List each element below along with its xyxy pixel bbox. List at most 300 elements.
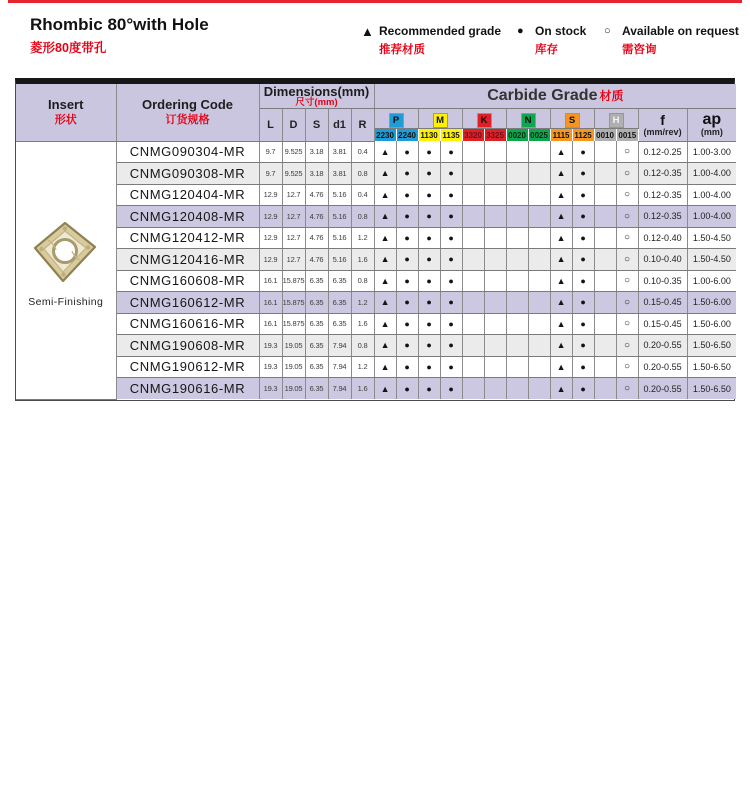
dim-cell: 19.3 bbox=[259, 378, 282, 400]
grade-mark-cell bbox=[528, 206, 550, 228]
dim-col-header: R bbox=[351, 109, 374, 142]
grade-mark-cell: ● bbox=[418, 335, 440, 357]
grade-mark-cell: ● bbox=[440, 141, 462, 163]
insert-spec-table bbox=[16, 84, 736, 400]
grade-mark-cell: ● bbox=[440, 378, 462, 400]
dim-cell: 5.16 bbox=[328, 206, 351, 228]
grade-mark-cell bbox=[594, 292, 616, 314]
f-header bbox=[638, 109, 687, 142]
ap-symbol: ap bbox=[702, 111, 722, 129]
f-unit: (mm/rev) bbox=[643, 126, 682, 137]
grade-mark-cell bbox=[462, 292, 484, 314]
f-cell: 0.20-0.55 bbox=[638, 378, 687, 400]
grade-mark-cell bbox=[484, 206, 506, 228]
dim-cell: 6.35 bbox=[328, 292, 351, 314]
dim-cell: 4.76 bbox=[305, 206, 328, 228]
grade-mark-cell bbox=[506, 184, 528, 206]
grade-mark-cell bbox=[462, 356, 484, 378]
grade-mark-cell bbox=[594, 356, 616, 378]
dim-cell: 19.3 bbox=[259, 356, 282, 378]
ap-cell: 1.50-6.50 bbox=[687, 356, 736, 378]
dim-cell: 0.8 bbox=[351, 335, 374, 357]
dim-cell: 5.16 bbox=[328, 249, 351, 271]
grade-mark-cell: ● bbox=[440, 227, 462, 249]
grade-letter-badge: M bbox=[434, 114, 447, 127]
f-cell: 0.15-0.45 bbox=[638, 292, 687, 314]
dim-cell: 16.1 bbox=[259, 270, 282, 292]
grade-mark-cell bbox=[462, 163, 484, 185]
legend-label: On stock bbox=[535, 24, 587, 38]
grade-mark-cell bbox=[594, 163, 616, 185]
dim-cell: 15.875 bbox=[282, 313, 305, 335]
dim-cell: 6.35 bbox=[305, 378, 328, 400]
ap-cell: 1.00-3.00 bbox=[687, 141, 736, 163]
dim-cell: 19.05 bbox=[282, 335, 305, 357]
grade-mark-cell bbox=[528, 378, 550, 400]
dim-cell: 6.35 bbox=[328, 313, 351, 335]
grade-mark-cell: ▲ bbox=[550, 292, 572, 314]
dim-cell: 12.9 bbox=[259, 206, 282, 228]
dim-cell: 1.6 bbox=[351, 249, 374, 271]
grade-mark-cell bbox=[594, 249, 616, 271]
grade-letter-header bbox=[594, 109, 638, 129]
grade-letter-badge: N bbox=[522, 114, 535, 127]
grade-letter-badge: H bbox=[610, 114, 623, 127]
grade-mark-cell bbox=[506, 206, 528, 228]
grade-mark-cell: ● bbox=[418, 270, 440, 292]
grade-mark-cell: ● bbox=[440, 335, 462, 357]
dimensions-header: Dimensions(mm) 尺寸(mm) bbox=[259, 84, 374, 109]
dim-cell: 3.18 bbox=[305, 141, 328, 163]
ordering-code-cell: CNMG120416-MR bbox=[116, 249, 259, 271]
grade-mark-cell bbox=[484, 227, 506, 249]
dim-cell: 4.76 bbox=[305, 249, 328, 271]
ordering-code-cell: CNMG160616-MR bbox=[116, 313, 259, 335]
grade-mark-cell: ▲ bbox=[374, 378, 396, 400]
ordering-code-cell: CNMG120412-MR bbox=[116, 227, 259, 249]
grade-mark-cell bbox=[506, 313, 528, 335]
grade-mark-cell: ● bbox=[572, 184, 594, 206]
f-cell: 0.15-0.45 bbox=[638, 313, 687, 335]
ordering-code-cell: CNMG090308-MR bbox=[116, 163, 259, 185]
grade-mark-cell: ○ bbox=[616, 184, 638, 206]
dim-cell: 12.9 bbox=[259, 184, 282, 206]
grade-mark-cell: ● bbox=[418, 249, 440, 271]
red-top-rule bbox=[8, 0, 742, 3]
grade-mark-cell: ● bbox=[572, 227, 594, 249]
grade-mark-cell bbox=[528, 270, 550, 292]
grade-mark-cell: ● bbox=[396, 313, 418, 335]
grade-mark-cell bbox=[484, 356, 506, 378]
dim-cell: 1.2 bbox=[351, 356, 374, 378]
table-row bbox=[16, 378, 736, 400]
grade-mark-cell bbox=[462, 184, 484, 206]
grade-mark-cell bbox=[594, 335, 616, 357]
legend-label-cn: 库存 bbox=[535, 44, 558, 56]
grade-mark-cell: ● bbox=[396, 249, 418, 271]
insert-type-label: Semi-Finishing bbox=[28, 296, 104, 308]
dim-cell: 12.9 bbox=[259, 227, 282, 249]
grade-code-cell: 2240 bbox=[396, 129, 418, 142]
f-cell: 0.12-0.40 bbox=[638, 227, 687, 249]
grade-mark-cell: ○ bbox=[616, 356, 638, 378]
table-row bbox=[16, 356, 736, 378]
grade-mark-cell bbox=[528, 227, 550, 249]
legend-item-on-stock bbox=[517, 24, 586, 57]
table-row bbox=[16, 335, 736, 357]
table-row bbox=[16, 227, 736, 249]
grade-mark-cell bbox=[484, 270, 506, 292]
dim-cell: 4.76 bbox=[305, 227, 328, 249]
dim-cell: 19.3 bbox=[259, 335, 282, 357]
grade-mark-cell bbox=[506, 141, 528, 163]
grade-mark-cell: ▲ bbox=[550, 206, 572, 228]
grade-mark-cell: ● bbox=[440, 270, 462, 292]
ap-cell: 1.50-6.00 bbox=[687, 313, 736, 335]
f-cell: 0.20-0.55 bbox=[638, 356, 687, 378]
grade-letter-header bbox=[506, 109, 550, 129]
open-circle-icon: ○ bbox=[604, 25, 611, 37]
grade-mark-cell: ▲ bbox=[374, 270, 396, 292]
grade-mark-cell: ▲ bbox=[374, 313, 396, 335]
grade-mark-cell bbox=[462, 313, 484, 335]
grade-mark-cell: ▲ bbox=[374, 184, 396, 206]
grade-mark-cell bbox=[594, 141, 616, 163]
dim-cell: 16.1 bbox=[259, 292, 282, 314]
grade-mark-cell bbox=[528, 292, 550, 314]
dim-cell: 0.8 bbox=[351, 206, 374, 228]
grade-mark-cell: ▲ bbox=[550, 249, 572, 271]
grade-mark-cell bbox=[506, 270, 528, 292]
dim-cell: 6.35 bbox=[305, 313, 328, 335]
grade-letter-badge: S bbox=[566, 114, 579, 127]
grade-mark-cell bbox=[528, 356, 550, 378]
f-cell: 0.20-0.55 bbox=[638, 335, 687, 357]
grade-mark-cell bbox=[528, 163, 550, 185]
dim-cell: 0.8 bbox=[351, 163, 374, 185]
ordering-code-cell: CNMG190616-MR bbox=[116, 378, 259, 400]
grade-mark-cell: ● bbox=[572, 141, 594, 163]
dim-cell: 5.16 bbox=[328, 227, 351, 249]
ordering-code-cell: CNMG090304-MR bbox=[116, 141, 259, 163]
dim-cell: 12.7 bbox=[282, 206, 305, 228]
dim-cell: 6.35 bbox=[305, 356, 328, 378]
grade-mark-cell bbox=[594, 378, 616, 400]
legend-item-on-request bbox=[604, 24, 739, 57]
grade-mark-cell: ● bbox=[418, 292, 440, 314]
dim-col-header: D bbox=[282, 109, 305, 142]
grade-code-cell: 1125 bbox=[572, 129, 594, 142]
grade-mark-cell: ● bbox=[418, 184, 440, 206]
grade-mark-cell bbox=[506, 227, 528, 249]
grade-mark-cell bbox=[594, 270, 616, 292]
grade-mark-cell: ● bbox=[396, 292, 418, 314]
grade-mark-cell bbox=[506, 163, 528, 185]
grade-mark-cell bbox=[462, 249, 484, 271]
insert-header: Insert 形状 bbox=[16, 84, 116, 141]
dim-cell: 6.35 bbox=[305, 292, 328, 314]
dim-cell: 15.875 bbox=[282, 270, 305, 292]
grade-mark-cell: ○ bbox=[616, 227, 638, 249]
grade-code-cell: 3325 bbox=[484, 129, 506, 142]
grade-mark-cell: ▲ bbox=[550, 141, 572, 163]
grade-mark-cell: ▲ bbox=[374, 206, 396, 228]
grade-mark-cell: ○ bbox=[616, 335, 638, 357]
grade-mark-cell: ▲ bbox=[550, 184, 572, 206]
f-cell: 0.12-0.35 bbox=[638, 206, 687, 228]
legend-label-cn: 需咨询 bbox=[622, 44, 657, 56]
dim-cell: 3.81 bbox=[328, 141, 351, 163]
grade-mark-cell bbox=[484, 335, 506, 357]
grade-mark-cell: ○ bbox=[616, 270, 638, 292]
grade-mark-cell: ▲ bbox=[374, 227, 396, 249]
grade-mark-cell: ▲ bbox=[374, 335, 396, 357]
ap-cell: 1.00-4.00 bbox=[687, 184, 736, 206]
grade-mark-cell bbox=[528, 141, 550, 163]
triangle-icon: ▲ bbox=[361, 24, 374, 39]
grade-mark-cell: ● bbox=[396, 356, 418, 378]
f-cell: 0.12-0.35 bbox=[638, 163, 687, 185]
dim-cell: 19.05 bbox=[282, 378, 305, 400]
grade-mark-cell: ● bbox=[572, 163, 594, 185]
dim-cell: 7.94 bbox=[328, 356, 351, 378]
grade-mark-cell: ○ bbox=[616, 313, 638, 335]
ap-cell: 1.00-6.00 bbox=[687, 270, 736, 292]
legend-item-recommended bbox=[361, 24, 501, 57]
grade-mark-cell: ▲ bbox=[550, 163, 572, 185]
grade-mark-cell bbox=[594, 206, 616, 228]
grade-mark-cell bbox=[462, 378, 484, 400]
ap-cell: 1.50-4.50 bbox=[687, 227, 736, 249]
ap-cell: 1.50-6.50 bbox=[687, 335, 736, 357]
grade-mark-cell: ○ bbox=[616, 141, 638, 163]
dim-cell: 6.35 bbox=[328, 270, 351, 292]
dim-cell: 12.7 bbox=[282, 184, 305, 206]
grade-code-cell: 1115 bbox=[550, 129, 572, 142]
table-row bbox=[16, 184, 736, 206]
dim-cell: 15.875 bbox=[282, 292, 305, 314]
grade-mark-cell bbox=[462, 206, 484, 228]
ap-cell: 1.00-4.00 bbox=[687, 206, 736, 228]
grade-mark-cell bbox=[462, 227, 484, 249]
grade-mark-cell: ● bbox=[440, 313, 462, 335]
grade-mark-cell bbox=[462, 141, 484, 163]
dim-cell: 1.2 bbox=[351, 227, 374, 249]
grade-mark-cell: ○ bbox=[616, 292, 638, 314]
grade-code-cell: 0010 bbox=[594, 129, 616, 142]
legend-label: Recommended grade bbox=[379, 24, 502, 38]
ordering-code-cell: CNMG160612-MR bbox=[116, 292, 259, 314]
dim-cell: 1.6 bbox=[351, 378, 374, 400]
grade-letter-header bbox=[374, 109, 418, 129]
grade-mark-cell: ● bbox=[440, 206, 462, 228]
grade-mark-cell bbox=[594, 184, 616, 206]
dim-cell: 6.35 bbox=[305, 335, 328, 357]
grade-mark-cell: ▲ bbox=[374, 356, 396, 378]
dim-cell: 12.7 bbox=[282, 249, 305, 271]
grade-mark-cell: ● bbox=[418, 313, 440, 335]
insert-preview bbox=[16, 220, 116, 308]
grade-mark-cell: ● bbox=[396, 378, 418, 400]
ap-cell: 1.50-4.50 bbox=[687, 249, 736, 271]
filled-circle-icon: ● bbox=[517, 25, 524, 37]
grade-mark-cell bbox=[506, 378, 528, 400]
dim-cell: 9.525 bbox=[282, 163, 305, 185]
grade-mark-cell: ● bbox=[418, 356, 440, 378]
dim-cell: 3.81 bbox=[328, 163, 351, 185]
grade-mark-cell bbox=[484, 378, 506, 400]
dim-cell: 6.35 bbox=[305, 270, 328, 292]
ordering-code-header: Ordering Code 订货规格 bbox=[116, 84, 259, 141]
grade-mark-cell bbox=[484, 249, 506, 271]
grade-mark-cell bbox=[484, 141, 506, 163]
dim-cell: 0.8 bbox=[351, 270, 374, 292]
grade-mark-cell: ● bbox=[396, 335, 418, 357]
ap-cell: 1.50-6.50 bbox=[687, 378, 736, 400]
grade-mark-cell: ● bbox=[418, 163, 440, 185]
dim-cell: 4.76 bbox=[305, 184, 328, 206]
dim-cell: 19.05 bbox=[282, 356, 305, 378]
grade-letter-badge: K bbox=[478, 114, 491, 127]
dim-cell: 1.6 bbox=[351, 313, 374, 335]
grade-mark-cell bbox=[528, 335, 550, 357]
dim-cell: 16.1 bbox=[259, 313, 282, 335]
legend-label: Available on request bbox=[622, 24, 739, 38]
dim-col-header: L bbox=[259, 109, 282, 142]
grade-mark-cell: ● bbox=[440, 163, 462, 185]
grade-mark-cell: ● bbox=[418, 227, 440, 249]
grade-code-cell: 0025 bbox=[528, 129, 550, 142]
grade-mark-cell bbox=[462, 270, 484, 292]
grade-mark-cell: ● bbox=[440, 184, 462, 206]
grade-mark-cell: ▲ bbox=[550, 270, 572, 292]
grade-code-cell: 0015 bbox=[616, 129, 638, 142]
grade-mark-cell bbox=[506, 356, 528, 378]
ordering-code-cell: CNMG190612-MR bbox=[116, 356, 259, 378]
catalog-table bbox=[15, 78, 735, 401]
grade-mark-cell: ● bbox=[572, 378, 594, 400]
grade-mark-cell: ▲ bbox=[550, 313, 572, 335]
grade-mark-cell: ● bbox=[396, 227, 418, 249]
grade-mark-cell: ● bbox=[418, 378, 440, 400]
grade-mark-cell bbox=[594, 227, 616, 249]
grade-mark-cell: ○ bbox=[616, 249, 638, 271]
grade-letter-header bbox=[462, 109, 506, 129]
grade-mark-cell: ● bbox=[572, 206, 594, 228]
legend-label-cn: 推荐材质 bbox=[379, 44, 425, 56]
grade-code-cell: 1135 bbox=[440, 129, 462, 142]
page-subtitle: 菱形80度带孔 bbox=[30, 41, 107, 55]
dim-cell: 0.4 bbox=[351, 141, 374, 163]
grade-mark-cell: ▲ bbox=[374, 249, 396, 271]
f-cell: 0.10-0.35 bbox=[638, 270, 687, 292]
grade-mark-cell: ▲ bbox=[374, 141, 396, 163]
grade-code-cell: 3320 bbox=[462, 129, 484, 142]
grade-mark-cell bbox=[484, 313, 506, 335]
grade-mark-cell bbox=[506, 292, 528, 314]
f-symbol: f bbox=[660, 111, 665, 128]
grade-mark-cell bbox=[594, 313, 616, 335]
table-row bbox=[16, 163, 736, 185]
grade-mark-cell: ● bbox=[440, 292, 462, 314]
grade-mark-cell bbox=[528, 313, 550, 335]
grade-letter-badge: P bbox=[390, 114, 403, 127]
grade-mark-cell: ● bbox=[440, 356, 462, 378]
ordering-code-cell: CNMG120404-MR bbox=[116, 184, 259, 206]
grade-mark-cell bbox=[484, 184, 506, 206]
ap-header bbox=[687, 109, 736, 142]
table-row bbox=[16, 141, 736, 163]
grade-mark-cell: ▲ bbox=[374, 292, 396, 314]
grade-mark-cell: ● bbox=[572, 270, 594, 292]
dim-cell: 0.4 bbox=[351, 184, 374, 206]
dim-cell: 9.7 bbox=[259, 163, 282, 185]
table-row bbox=[16, 292, 736, 314]
dim-cell: 9.7 bbox=[259, 141, 282, 163]
grade-mark-cell bbox=[462, 335, 484, 357]
ordering-code-cell: CNMG160608-MR bbox=[116, 270, 259, 292]
dim-cell: 1.2 bbox=[351, 292, 374, 314]
grade-mark-cell: ● bbox=[396, 206, 418, 228]
grade-mark-cell: ○ bbox=[616, 378, 638, 400]
ordering-code-cell: CNMG190608-MR bbox=[116, 335, 259, 357]
grade-mark-cell: ● bbox=[572, 292, 594, 314]
table-row bbox=[16, 270, 736, 292]
grade-mark-cell: ● bbox=[396, 270, 418, 292]
grade-mark-cell: ● bbox=[572, 335, 594, 357]
dim-cell: 7.94 bbox=[328, 335, 351, 357]
table-row bbox=[16, 206, 736, 228]
grade-mark-cell: ● bbox=[572, 313, 594, 335]
insert-cell bbox=[16, 141, 116, 399]
insert-photo bbox=[32, 220, 100, 284]
dim-cell: 12.9 bbox=[259, 249, 282, 271]
ordering-code-cell: CNMG120408-MR bbox=[116, 206, 259, 228]
dim-cell: 9.525 bbox=[282, 141, 305, 163]
f-cell: 0.10-0.40 bbox=[638, 249, 687, 271]
ap-cell: 1.00-4.00 bbox=[687, 163, 736, 185]
dim-cell: 7.94 bbox=[328, 378, 351, 400]
page-title: Rhombic 80°with Hole bbox=[30, 15, 209, 34]
grade-mark-cell: ▲ bbox=[550, 227, 572, 249]
grade-mark-cell: ▲ bbox=[550, 335, 572, 357]
grade-mark-cell: ▲ bbox=[550, 356, 572, 378]
grade-mark-cell: ▲ bbox=[550, 378, 572, 400]
grade-mark-cell: ● bbox=[396, 184, 418, 206]
table-row bbox=[16, 249, 736, 271]
grade-mark-cell: ○ bbox=[616, 163, 638, 185]
grade-mark-cell bbox=[484, 292, 506, 314]
dim-cell: 12.7 bbox=[282, 227, 305, 249]
f-cell: 0.12-0.25 bbox=[638, 141, 687, 163]
dim-col-header: d1 bbox=[328, 109, 351, 142]
dim-col-header: S bbox=[305, 109, 328, 142]
grade-letter-header bbox=[418, 109, 462, 129]
grade-mark-cell bbox=[484, 163, 506, 185]
title-block bbox=[30, 15, 209, 56]
grade-mark-cell: ● bbox=[572, 249, 594, 271]
grade-mark-cell: ● bbox=[396, 163, 418, 185]
grade-mark-cell: ● bbox=[396, 141, 418, 163]
ap-unit: (mm) bbox=[700, 127, 723, 138]
grade-mark-cell: ● bbox=[418, 141, 440, 163]
table-row bbox=[16, 313, 736, 335]
grade-mark-cell: ▲ bbox=[374, 163, 396, 185]
grade-mark-cell: ● bbox=[418, 206, 440, 228]
ap-cell: 1.50-6.00 bbox=[687, 292, 736, 314]
grade-code-cell: 1130 bbox=[418, 129, 440, 142]
carbide-grade-header: Carbide Grade 材质 bbox=[374, 84, 736, 109]
